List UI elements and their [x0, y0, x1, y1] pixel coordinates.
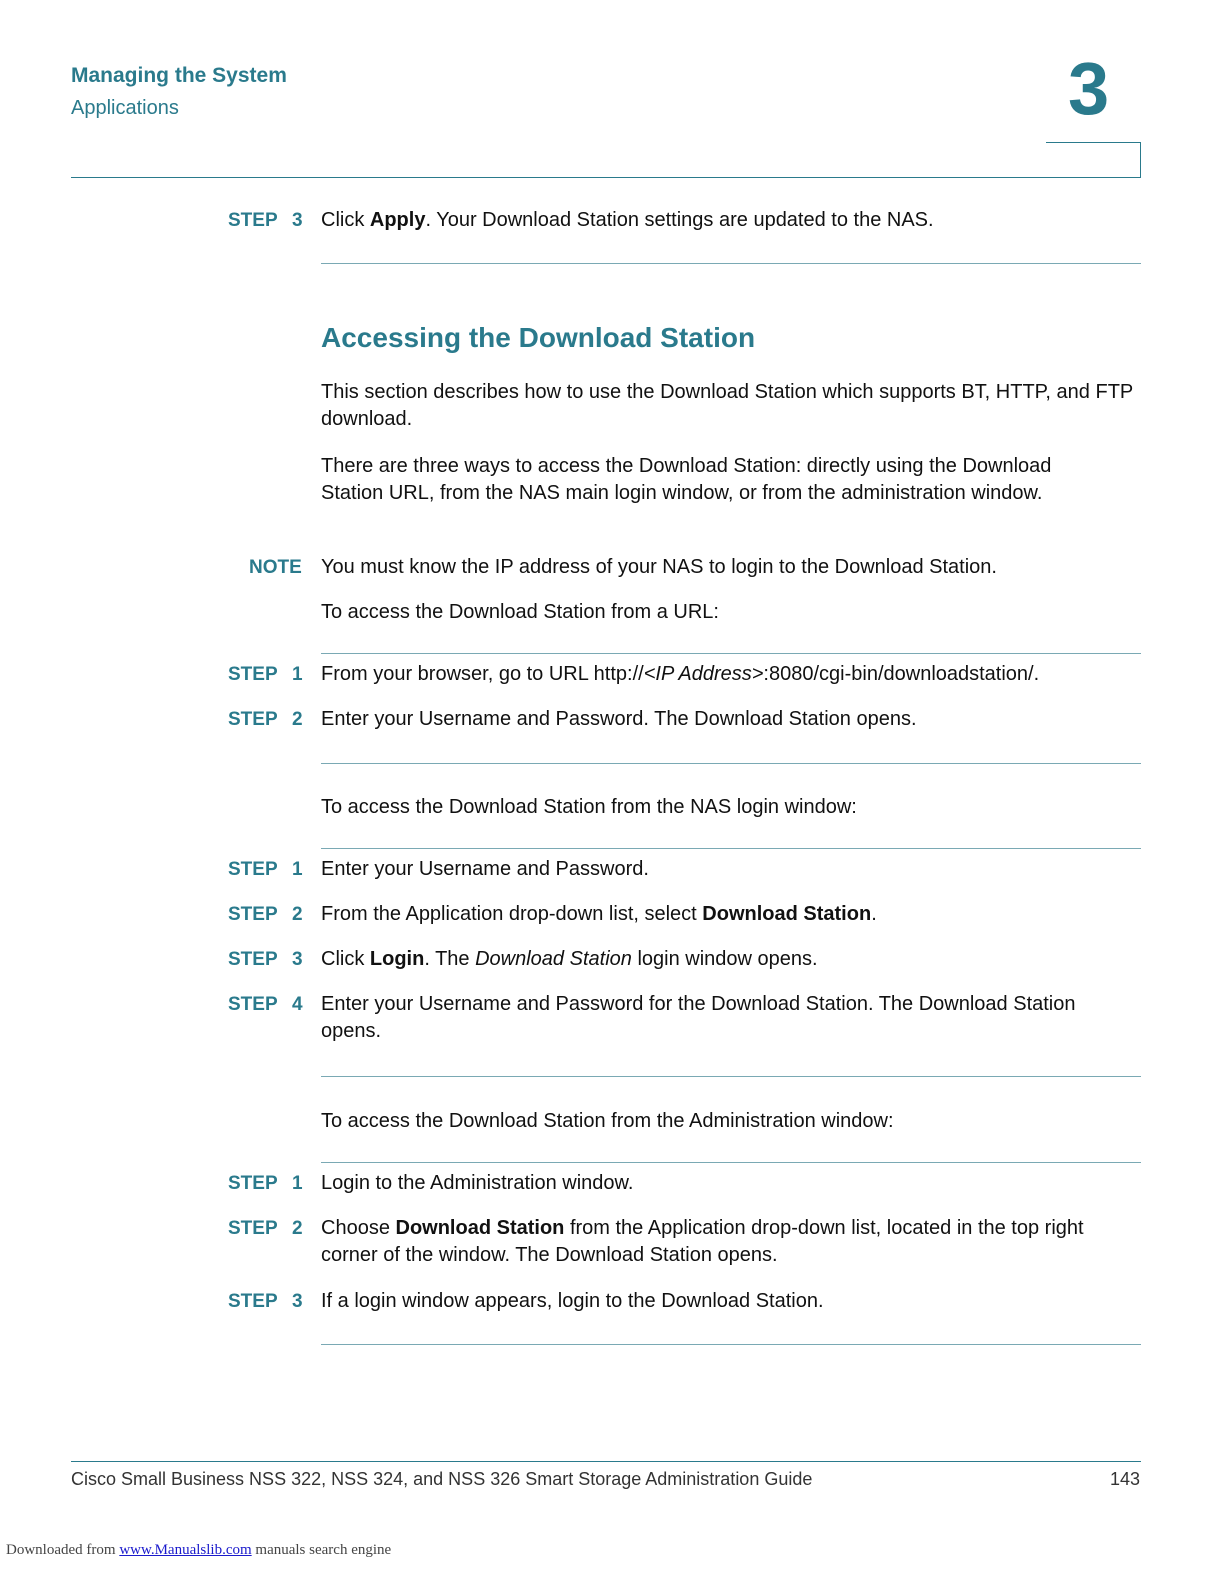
step-label: [228, 1173, 308, 1195]
step-number: 3: [292, 1291, 303, 1312]
step-text-pre: From your browser, go to URL http://: [321, 663, 644, 685]
note-text: You must know the IP address of your NAS to login to the Download Station.: [321, 556, 997, 578]
step-label: [228, 949, 308, 971]
step-text: Enter your Username and Password.: [321, 858, 649, 880]
step-number: 2: [292, 904, 303, 925]
divider: [321, 848, 1141, 849]
step-word: STEP: [228, 994, 278, 1015]
ip-address-placeholder: <IP Address>: [643, 663, 764, 685]
manualslib-link[interactable]: www.Manualslib.com: [119, 1542, 252, 1558]
procedure-intro-url: To access the Download Station from a URL:: [321, 601, 719, 623]
divider: [321, 1344, 1141, 1345]
step-text: Login to the Administration window.: [321, 1172, 634, 1194]
chapter-subtitle: Applications: [71, 97, 179, 119]
step-word: STEP: [228, 210, 278, 231]
step-text-post: . Your Download Station settings are updated to the NAS.: [425, 209, 934, 231]
step-number: 2: [292, 1218, 303, 1239]
header-rule: [71, 177, 1141, 178]
step-label: [228, 664, 308, 686]
intro-paragraph-2: There are three ways to access the Download Station: directly using the Download Station URL, from the NAS main login window, or from the administration window.: [321, 455, 1052, 504]
step-number: 3: [292, 210, 303, 231]
step-text: [321, 946, 1141, 973]
step-word: STEP: [228, 859, 278, 880]
step-number: 1: [292, 664, 303, 685]
step-text-post: :8080/cgi-bin/downloadstation/.: [763, 663, 1040, 685]
step-number: 1: [292, 859, 303, 880]
step-text-pre: Click: [321, 948, 370, 970]
step-label: [228, 1218, 308, 1240]
download-station-term: Download Station: [702, 903, 872, 925]
step-text-mid: . The: [424, 948, 476, 970]
step-word: STEP: [228, 664, 278, 685]
step-label: [228, 859, 308, 881]
step-text: Enter your Username and Password for the Download Station. The Download Station opens.: [321, 993, 1076, 1042]
step-word: STEP: [228, 949, 278, 970]
intro-paragraph-1: This section describes how to use the Download Station which supports BT, HTTP, and FTP download.: [321, 381, 1133, 430]
step-word: STEP: [228, 1173, 278, 1194]
divider: [321, 653, 1141, 654]
note-label: NOTE: [249, 557, 302, 578]
step-number: 2: [292, 709, 303, 730]
step-text: [321, 207, 1141, 234]
step-text: [321, 901, 1141, 928]
chapter-number: 3: [1068, 47, 1110, 130]
step-word: STEP: [228, 1291, 278, 1312]
step-text: If a login window appears, login to the Download Station.: [321, 1290, 824, 1312]
step-text-post: from the Application drop-down list, located in the top right corner of the window. The Download Station opens.: [321, 1217, 1084, 1266]
download-source-pre: Downloaded from: [6, 1542, 120, 1558]
footer-rule: [71, 1461, 1141, 1462]
step-number: 4: [292, 994, 303, 1015]
divider: [321, 763, 1141, 764]
step-text-post: .: [871, 903, 877, 925]
download-station-italic: Download Station: [475, 948, 632, 970]
step-text: [321, 1215, 1141, 1269]
step-text-pre: Click: [321, 209, 370, 231]
step-number: 3: [292, 949, 303, 970]
login-term: Login: [369, 948, 425, 970]
download-source-post: manuals search engine: [251, 1542, 392, 1558]
download-source-line: [6, 1542, 391, 1559]
step-label: [228, 210, 308, 232]
step-word: STEP: [228, 904, 278, 925]
apply-term: Apply: [369, 209, 426, 231]
step-number: 1: [292, 1173, 303, 1194]
chapter-title: Managing the System: [71, 64, 287, 87]
step-text-pre: From the Application drop-down list, select: [321, 903, 703, 925]
step-text-pre: Choose: [321, 1217, 396, 1239]
divider: [321, 1076, 1141, 1077]
step-word: STEP: [228, 1218, 278, 1239]
divider: [321, 1162, 1141, 1163]
divider: [321, 263, 1141, 264]
chapter-box: [1046, 142, 1141, 178]
footer-guide-title: Cisco Small Business NSS 322, NSS 324, and NSS 326 Smart Storage Administration Guide: [71, 1469, 813, 1489]
procedure-intro-login: To access the Download Station from the NAS login window:: [321, 796, 857, 818]
section-title: Accessing the Download Station: [321, 322, 756, 353]
procedure-intro-admin: To access the Download Station from the Administration window:: [321, 1110, 894, 1132]
step-label: [228, 709, 308, 731]
step-label: [228, 904, 308, 926]
step-label: [228, 994, 308, 1016]
step-label: [228, 1291, 308, 1313]
page-number: 143: [1110, 1469, 1141, 1489]
download-station-term: Download Station: [395, 1217, 565, 1239]
step-text: [321, 661, 1151, 688]
step-text-post: login window opens.: [631, 948, 818, 970]
step-word: STEP: [228, 709, 278, 730]
step-text: Enter your Username and Password. The Download Station opens.: [321, 708, 917, 730]
